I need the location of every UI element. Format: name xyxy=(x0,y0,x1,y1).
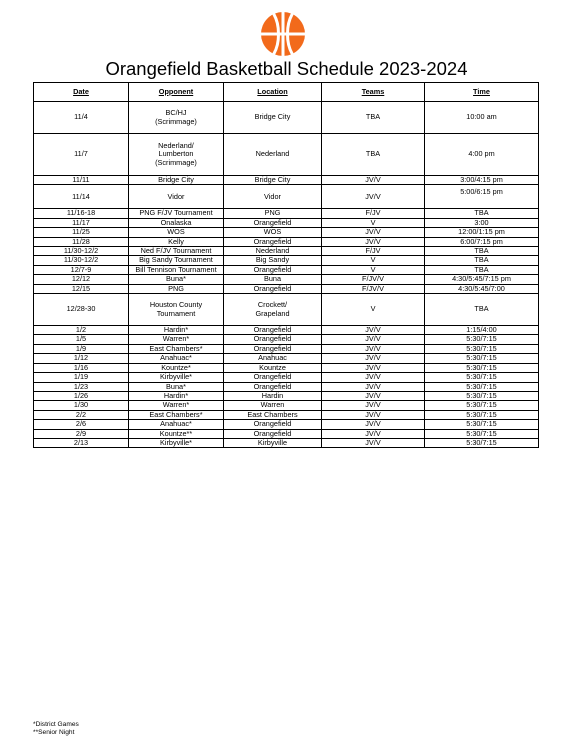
table-row xyxy=(34,438,539,447)
cell-location: PNG xyxy=(224,209,322,218)
cell-opponent: Kountze* xyxy=(129,363,224,372)
cell-teams: JV/V xyxy=(322,354,425,363)
table-row xyxy=(34,391,539,400)
cell-opponent: Kirbyville* xyxy=(129,438,224,447)
cell-teams: TBA xyxy=(322,134,425,176)
cell-time: 3:00 xyxy=(425,218,539,227)
footnotes xyxy=(33,721,79,737)
header-opponent: Opponent xyxy=(129,83,224,102)
cell-date: 11/7 xyxy=(34,134,129,176)
cell-opponent: Bill Tennison Tournament xyxy=(129,265,224,274)
cell-date: 11/28 xyxy=(34,237,129,246)
cell-location: Orangefield xyxy=(224,335,322,344)
table-row xyxy=(34,284,539,293)
table-row xyxy=(34,102,539,134)
cell-location: East Chambers xyxy=(224,410,322,419)
cell-date: 1/26 xyxy=(34,391,129,400)
cell-teams: JV/V xyxy=(322,228,425,237)
cell-date: 12/12 xyxy=(34,275,129,284)
cell-teams: JV/V xyxy=(322,185,425,209)
cell-date: 1/9 xyxy=(34,344,129,353)
table-row xyxy=(34,134,539,176)
header-time: Time xyxy=(425,83,539,102)
cell-date: 2/13 xyxy=(34,438,129,447)
cell-teams: V xyxy=(322,218,425,227)
cell-teams: V xyxy=(322,265,425,274)
cell-date: 1/5 xyxy=(34,335,129,344)
cell-location: Kountze xyxy=(224,363,322,372)
cell-opponent: Bridge City xyxy=(129,176,224,185)
table-row xyxy=(34,228,539,237)
cell-time: 5:30/7:15 xyxy=(425,354,539,363)
cell-opponent: PNG xyxy=(129,284,224,293)
footnote-district: *District Games xyxy=(33,721,79,728)
cell-date: 2/2 xyxy=(34,410,129,419)
cell-teams: JV/V xyxy=(322,344,425,353)
cell-time: 5:30/7:15 xyxy=(425,363,539,372)
cell-time: 5:30/7:15 xyxy=(425,382,539,391)
cell-date: 11/30-12/2 xyxy=(34,247,129,256)
cell-teams: JV/V xyxy=(322,382,425,391)
table-row xyxy=(34,265,539,274)
cell-time: TBA xyxy=(425,294,539,326)
cell-opponent: Kirbyville* xyxy=(129,373,224,382)
cell-opponent: East Chambers* xyxy=(129,344,224,353)
cell-opponent: Warren* xyxy=(129,335,224,344)
cell-time: 5:30/7:15 xyxy=(425,335,539,344)
cell-teams: JV/V xyxy=(322,237,425,246)
table-header-row xyxy=(34,83,539,102)
table-row xyxy=(34,344,539,353)
cell-opponent: East Chambers* xyxy=(129,410,224,419)
cell-location: Warren xyxy=(224,401,322,410)
cell-location: WOS xyxy=(224,228,322,237)
table-row xyxy=(34,363,539,372)
cell-time: TBA xyxy=(425,209,539,218)
cell-location: Orangefield xyxy=(224,420,322,429)
cell-location: Orangefield xyxy=(224,344,322,353)
cell-opponent: Anahuac* xyxy=(129,420,224,429)
cell-opponent: Vidor xyxy=(129,185,224,209)
cell-teams: JV/V xyxy=(322,420,425,429)
cell-date: 11/14 xyxy=(34,185,129,209)
schedule-table xyxy=(33,82,539,448)
cell-date: 11/25 xyxy=(34,228,129,237)
table-row xyxy=(34,354,539,363)
cell-opponent: Nederland/ Lumberton (Scrimmage) xyxy=(129,134,224,176)
cell-opponent: Ned F/JV Tournament xyxy=(129,247,224,256)
cell-teams: JV/V xyxy=(322,429,425,438)
table-row xyxy=(34,373,539,382)
cell-opponent: Anahuac* xyxy=(129,354,224,363)
cell-location: Anahuac xyxy=(224,354,322,363)
cell-opponent: Houston County Tournament xyxy=(129,294,224,326)
cell-location: Orangefield xyxy=(224,265,322,274)
table-row xyxy=(34,420,539,429)
cell-teams: JV/V xyxy=(322,438,425,447)
table-row xyxy=(34,176,539,185)
cell-date: 1/23 xyxy=(34,382,129,391)
cell-opponent: Hardin* xyxy=(129,326,224,335)
table-row xyxy=(34,209,539,218)
cell-time: 4:30/5:45/7:15 pm xyxy=(425,275,539,284)
cell-location: Buna xyxy=(224,275,322,284)
cell-time: 5:30/7:15 xyxy=(425,391,539,400)
cell-opponent: Warren* xyxy=(129,401,224,410)
cell-date: 1/12 xyxy=(34,354,129,363)
cell-teams: JV/V xyxy=(322,401,425,410)
cell-teams: JV/V xyxy=(322,363,425,372)
table-row xyxy=(34,294,539,326)
cell-time: 5:30/7:15 xyxy=(425,401,539,410)
cell-opponent: Buna* xyxy=(129,275,224,284)
cell-teams: JV/V xyxy=(322,176,425,185)
cell-time: 5:30/7:15 xyxy=(425,429,539,438)
cell-time: 6:00/7:15 pm xyxy=(425,237,539,246)
cell-date: 11/16-18 xyxy=(34,209,129,218)
cell-location: Nederland xyxy=(224,247,322,256)
cell-date: 12/28-30 xyxy=(34,294,129,326)
cell-time: 5:30/7:15 xyxy=(425,438,539,447)
cell-date: 1/19 xyxy=(34,373,129,382)
cell-teams: JV/V xyxy=(322,326,425,335)
cell-teams: F/JV/V xyxy=(322,275,425,284)
cell-opponent: Kelly xyxy=(129,237,224,246)
table-row xyxy=(34,275,539,284)
cell-opponent: Big Sandy Tournament xyxy=(129,256,224,265)
cell-teams: TBA xyxy=(322,102,425,134)
cell-opponent: WOS xyxy=(129,228,224,237)
cell-teams: F/JV xyxy=(322,247,425,256)
basketball-icon xyxy=(259,10,307,58)
header-date: Date xyxy=(34,83,129,102)
cell-location: Bridge City xyxy=(224,176,322,185)
cell-location: Vidor xyxy=(224,185,322,209)
table-row xyxy=(34,326,539,335)
cell-time: 4:00 pm xyxy=(425,134,539,176)
cell-opponent: BC/HJ (Scrimmage) xyxy=(129,102,224,134)
cell-opponent: Kountze** xyxy=(129,429,224,438)
cell-teams: F/JV/V xyxy=(322,284,425,293)
page-title: Orangefield Basketball Schedule 2023-2024 xyxy=(105,58,468,79)
cell-time: 5:30/7:15 xyxy=(425,344,539,353)
cell-teams: JV/V xyxy=(322,373,425,382)
cell-time: TBA xyxy=(425,265,539,274)
cell-location: Kirbyville xyxy=(224,438,322,447)
table-row xyxy=(34,247,539,256)
cell-location: Orangefield xyxy=(224,373,322,382)
cell-location: Orangefield xyxy=(224,284,322,293)
cell-date: 1/2 xyxy=(34,326,129,335)
cell-time: 5:00/6:15 pm xyxy=(425,185,539,209)
schedule-body xyxy=(34,102,539,448)
cell-time: 4:30/5:45/7:00 xyxy=(425,284,539,293)
cell-time: 10:00 am xyxy=(425,102,539,134)
cell-time: 12:00/1:15 pm xyxy=(425,228,539,237)
cell-teams: JV/V xyxy=(322,391,425,400)
cell-time: TBA xyxy=(425,247,539,256)
cell-date: 11/30-12/2 xyxy=(34,256,129,265)
cell-opponent: Hardin* xyxy=(129,391,224,400)
cell-teams: F/JV xyxy=(322,209,425,218)
cell-date: 11/4 xyxy=(34,102,129,134)
cell-location: Orangefield xyxy=(224,382,322,391)
cell-teams: V xyxy=(322,294,425,326)
table-row xyxy=(34,335,539,344)
cell-location: Bridge City xyxy=(224,102,322,134)
table-row xyxy=(34,410,539,419)
table-row xyxy=(34,237,539,246)
table-row xyxy=(34,218,539,227)
cell-time: 5:30/7:15 xyxy=(425,410,539,419)
cell-opponent: Onalaska xyxy=(129,218,224,227)
cell-time: 5:30/7:15 xyxy=(425,420,539,429)
cell-time: 5:30/7:15 xyxy=(425,373,539,382)
cell-location: Nederland xyxy=(224,134,322,176)
header-teams: Teams xyxy=(322,83,425,102)
cell-location: Big Sandy xyxy=(224,256,322,265)
cell-location: Hardin xyxy=(224,391,322,400)
cell-opponent: PNG F/JV Tournament xyxy=(129,209,224,218)
cell-teams: JV/V xyxy=(322,335,425,344)
cell-date: 2/6 xyxy=(34,420,129,429)
cell-date: 1/16 xyxy=(34,363,129,372)
cell-time: 1:15/4:00 xyxy=(425,326,539,335)
cell-date: 1/30 xyxy=(34,401,129,410)
cell-date: 12/15 xyxy=(34,284,129,293)
cell-date: 11/17 xyxy=(34,218,129,227)
table-row xyxy=(34,185,539,209)
header-location: Location xyxy=(224,83,322,102)
footnote-senior: **Senior Night xyxy=(33,729,75,736)
cell-location: Crockett/ Grapeland xyxy=(224,294,322,326)
table-row xyxy=(34,401,539,410)
cell-location: Orangefield xyxy=(224,326,322,335)
table-row xyxy=(34,429,539,438)
cell-location: Orangefield xyxy=(224,237,322,246)
cell-time: TBA xyxy=(425,256,539,265)
cell-date: 2/9 xyxy=(34,429,129,438)
table-row xyxy=(34,256,539,265)
cell-teams: V xyxy=(322,256,425,265)
cell-location: Orangefield xyxy=(224,429,322,438)
cell-time: 3:00/4:15 pm xyxy=(425,176,539,185)
cell-teams: JV/V xyxy=(322,410,425,419)
cell-date: 12/7-9 xyxy=(34,265,129,274)
cell-opponent: Buna* xyxy=(129,382,224,391)
cell-location: Orangefield xyxy=(224,218,322,227)
cell-date: 11/11 xyxy=(34,176,129,185)
table-row xyxy=(34,382,539,391)
